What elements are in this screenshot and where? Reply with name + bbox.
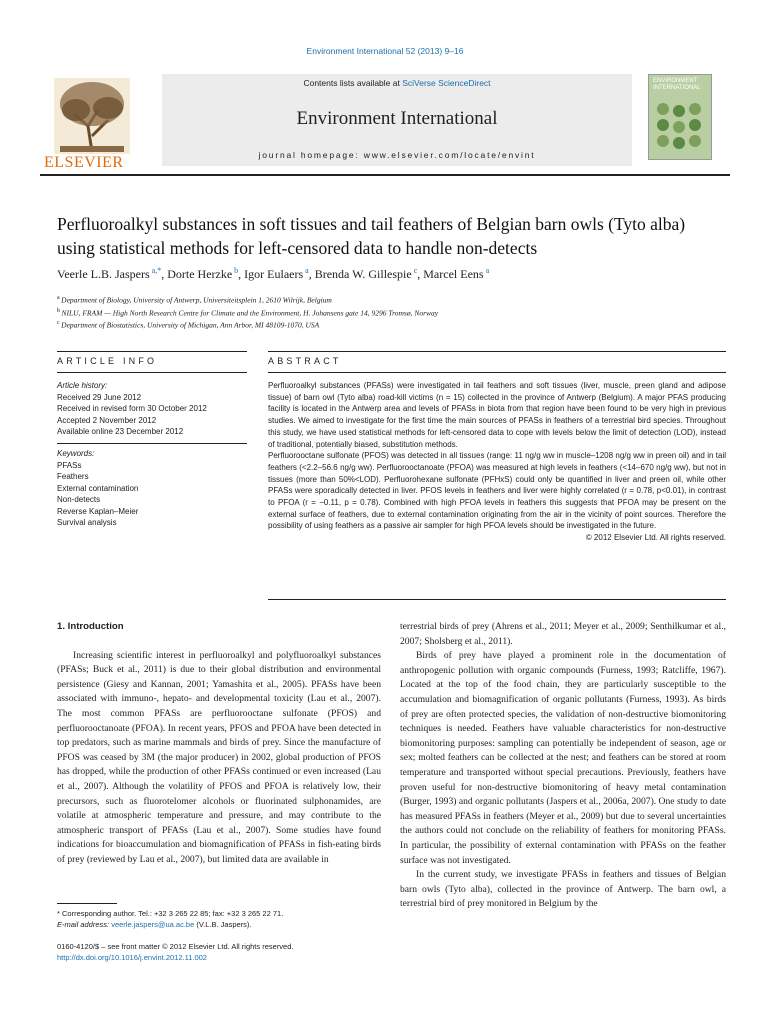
affiliation-text: Department of Biology, University of Antwerp, Universiteitsplein 1, 2610 Wilrijk, Belgium: [61, 295, 332, 305]
article-title-text: Perfluoroalkyl substances in soft tissues and tail feathers of Belgian barn owls (Tyto alba) using statistical methods for left-censored data to handle non-detects: [57, 214, 686, 258]
affiliation-line: [57, 306, 717, 319]
abstract-paragraph: Perfluorooctane sulfonate (PFOS) was detected in all tissues (range: 11 ng/g ww in muscle–1208 ng/g ww in preen oil) and in tail feathers (<2.2–56.6 ng/g ww). Perfluorooctanoate (PFOA) was measured at high levels in feathers (<14–670 ng/g ww), but not in tissues (more than 50%<LOD). Perfluorohexane sulfonate (PFHxS) could only be quantified in liver and preen oil, while other PFASs were sporadically detected in liver. PFOS levels in feathers and liver were highly correlated (r = 0.78, p<0.01), in contrast to PFOA (r = −0.11, p = 0.78). Combined with high PFOA levels in feathers this suggests that PFOA may be present on the external surface of feathers, due to external contamination originating from the air in the vicinity of point sources. Therefore the possibility of using feathers as a passive air sampler for high PFOA levels should be investigated in the future.: [268, 451, 726, 531]
author-name: Veerle L.B. Jaspers: [57, 267, 150, 281]
affiliations: [57, 293, 717, 331]
corresponding-author-footnote: [57, 908, 381, 930]
doi-link[interactable]: http://dx.doi.org/10.1016/j.envint.2012.11.002: [57, 953, 207, 962]
journal-reference[interactable]: Environment International 52 (2013) 9–16: [306, 46, 464, 56]
keywords: [57, 448, 247, 529]
history-item: Received in revised form 30 October 2012: [57, 404, 207, 413]
affiliation-marker: c: [57, 320, 62, 326]
body-paragraph: terrestrial birds of prey (Ahrens et al., 2011; Meyer et al., 2009; Senthilkumar et al., 2007; Sholsberg et al., 2011).: [400, 621, 726, 647]
body-paragraph: In the current study, we investigate PFASs in feathers and tissues of Belgian barn owls (Tyto alba), collected in the province of Antwerp. The barn owl, a terrestrial bird of prey monitored in Belgium by the: [400, 869, 726, 910]
affiliation-marker: a: [57, 295, 62, 301]
author-affiliation-marker[interactable]: b: [232, 266, 239, 275]
affiliation-line: [57, 318, 717, 331]
author-affiliation-marker[interactable]: a: [303, 266, 309, 275]
author-name: Igor Eulaers: [244, 267, 304, 281]
imprint: [57, 941, 381, 963]
body-column-left: [57, 620, 381, 868]
body-paragraph: Increasing scientific interest in perfluoroalkyl and polyfluoroalkyl substances (PFASs; Buck et al., 2011) is due to their global distribution and environmental persistence (Giesy and Kannan, 2001; Yamashita et al., 2005). PFASs have been associated with immuno-, hepato- and developmental toxicity (Lau et al., 2007). The most common PFASs are perfluorooctane sulfonate (PFOS) and perfluorooctanoate (PFOA). In recent years, PFOS and PFOA have been detected in top predators, such as marine mammals and birds of prey. Since the manufacture of PFOS was ceased by 3M (the major producer) in 2002, global production of PFOS has dropped, while the production of other PFASs continued or even increased (Lau et al., 2007). Although the volatility of PFOS and PFOA is relatively low, their precursors, such as fluorotelomer alcohols or fluorinated sulphonamides, are volatile at atmospheric temperature and pressure, and may contribute to the atmospheric transport of PFASs (Lau et al., 2007). Some studies have found indications for bioaccumulation and biomagnification of PFASs in fish-eating birds of prey (reviewed by Lau et al., 2007), but limited data are available in: [57, 649, 381, 865]
footnote-rule: [57, 903, 117, 904]
email-link[interactable]: veerle.jaspers@ua.ac.be: [111, 920, 195, 929]
body-column-right: [400, 620, 726, 912]
keyword-item: Feathers: [57, 472, 89, 481]
article-info-subrule: [57, 372, 247, 373]
author-affiliation-marker[interactable]: a,*: [149, 266, 162, 275]
contents-prefix: Contents lists available at: [303, 78, 403, 88]
author-affiliation-marker[interactable]: c: [411, 266, 418, 275]
abstract-paragraph: Perfluoroalkyl substances (PFASs) were investigated in tail feathers and soft tissues (liver, muscle, preen gland and adipose tissue) of barn owl (Tyto alba) road-kill victims (n = 15) collected in the province of Antwerp (Belgium). A major PFAS producing facility is located in the Antwerp area and levels of PFASs in biota from that region have been found to be very high in previous studies. We aimed to investigate for the first time the main sources of PFASs in feathers of a terrestrial bird species. Throughout this study, we have used statistical methods for left-censored data to cope with levels below the limit of detection (LOD), instead of traditional, potentially biased, substitution methods.: [268, 381, 726, 449]
keyword-item: Survival analysis: [57, 518, 117, 527]
keyword-item: Non-detects: [57, 495, 101, 504]
author: [167, 267, 238, 281]
affiliation-text: Department of Biostatistics, University of Michigan, Ann Arbor, MI 48109-1070, USA: [61, 320, 320, 330]
affiliation-text: NILU, FRAM — High North Research Centre for Climate and the Environment, H. Johansens gate 14, 9296 Tromsø, Norway: [61, 308, 439, 317]
author: [423, 267, 489, 281]
history-item: Received 29 June 2012: [57, 392, 142, 402]
journal-cover-thumbnail: [648, 74, 712, 160]
journal-masthead: [162, 74, 632, 166]
email-label: E-mail address:: [57, 920, 112, 929]
article-history: [57, 380, 247, 438]
history-item: Available online 23 December 2012: [57, 427, 184, 436]
keyword-item: Reverse Kaplan–Meier: [57, 506, 139, 516]
sciencedirect-link[interactable]: SciVerse ScienceDirect: [402, 78, 491, 88]
author: [244, 267, 309, 281]
section-heading-introduction: 1. Introduction: [57, 621, 124, 632]
abstract-rule: [268, 351, 726, 352]
author: [57, 267, 161, 281]
history-label: Article history:: [57, 381, 108, 390]
article-info-rule: [57, 351, 247, 352]
contents-line: [162, 78, 632, 88]
journal-homepage[interactable]: journal homepage: www.elsevier.com/locate/envint: [258, 150, 536, 160]
article-info-heading: ARTICLE INFO: [57, 356, 158, 366]
author-name: Dorte Herzke: [167, 267, 233, 281]
body-paragraph: Birds of prey have played a prominent role in the documentation of anthropogenic pollution with organic compounds (Furness, 1993; Ratcliffe, 1967). Located at the top of the food chain, they are particularly susceptible to the accumulation and biomagnification of organic pollutants (Furness, 1993). As birds of prey are often protected species, the validation of non-destructive biomonitoring techniques is needed. Feathers have valuable characteristics for non-destructive biomonitoring purposes: sampling can potentially be independent of season, age or sex; molted feathers can be collected at the nest; and feathers can be stored at room temperature and transported without special precautions. Previously, feathers have proven useful for non-destructive biomonitoring of heavy metal contamination (Burger, 1993) and organic pollutants (Jaspers et al., 2006a, 2007). One study to date has measured PFASs in feathers (Meyer et al., 2009) but due to several uncertainties the authors could not conclude on the reliability of feathers for monitoring PFASs. In particular, the possibility of external contamination with PFASs on the feather surface was not investigated.: [400, 650, 726, 866]
journal-header: [40, 62, 730, 178]
copyright-notice: © 2012 Elsevier Ltd. All rights reserved.: [585, 533, 726, 543]
keywords-label: Keywords:: [57, 449, 95, 458]
header-divider: [40, 174, 730, 176]
journal-title: Environment International: [296, 108, 498, 129]
author-name: Marcel Eens: [423, 267, 484, 281]
abstract-bottom-rule: [268, 599, 726, 600]
author-name: Brenda W. Gillespie: [314, 267, 412, 281]
author-list: Veerle L.B. Jaspers $^{a,*}$, Dorte Herzke $^b$, Igor Eulaers $^a$, Brenda W. Gillespie $^c$, Marcel Eens $^a$: [57, 266, 490, 281]
keyword-item: PFASs: [57, 460, 82, 470]
affiliation-marker: b: [57, 307, 62, 314]
history-item: Accepted 2 November 2012: [57, 415, 157, 425]
author-affiliation-marker[interactable]: a: [483, 266, 490, 275]
article-title: [57, 212, 717, 260]
keywords-rule: [57, 443, 247, 444]
email-suffix: (V.L.B. Jaspers).: [194, 920, 252, 929]
front-matter-line: 0160-4120/$ – see front matter © 2012 Elsevier Ltd. All rights reserved.: [57, 942, 294, 951]
author: [315, 267, 418, 281]
email-line: [57, 919, 381, 930]
affiliation-line: [57, 293, 717, 306]
abstract-subrule: [268, 372, 726, 373]
abstract-body: [268, 380, 726, 544]
keyword-item: External contamination: [57, 483, 139, 493]
corresponding-author-line: * Corresponding author. Tel.: +32 3 265 22 85; fax: +32 3 265 22 71.: [57, 909, 284, 918]
cover-title: ENVIRONMENT INTERNATIONAL: [653, 78, 701, 91]
elsevier-wordmark: ELSEVIER: [44, 154, 124, 171]
abstract-heading: ABSTRACT: [268, 356, 342, 366]
